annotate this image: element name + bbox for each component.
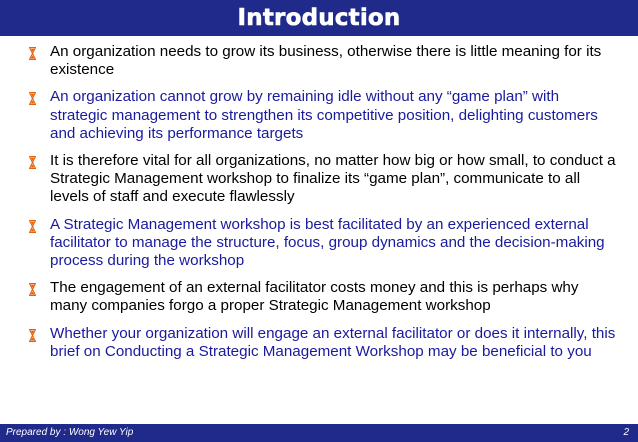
hourglass-bullet-icon: [29, 220, 36, 233]
bullet-text: It is therefore vital for all organizations, no matter how big or how small, to conduct a Strategic Management workshop to finalize its “game plan”, communicate to all levels of staff and execute flawlessly: [50, 152, 616, 206]
bullet-text: Whether your organization will engage an external facilitator or does it internally, this brief on Conducting a Strategic Management Workshop may be beneficial to you: [50, 324, 616, 360]
bullet-item: [27, 88, 617, 143]
bullet-item: [27, 216, 617, 271]
bullet-item: [27, 43, 617, 79]
hourglass-bullet-icon: [29, 156, 36, 169]
hourglass-bullet-icon: [29, 92, 36, 105]
footer-author: Prepared by : Wong Yew Yip: [6, 427, 134, 438]
bullet-text: A Strategic Management workshop is best facilitated by an experienced external facilitator to manage the structure, focus, group dynamics and the decision-making process during the workshop: [50, 215, 605, 270]
bullet-list: [27, 43, 617, 370]
bullet-text: The engagement of an external facilitator costs money and this is perhaps why many companies forgo a proper Strategic Management workshop: [50, 279, 579, 315]
hourglass-bullet-icon: [29, 283, 36, 296]
bullet-item: [27, 152, 617, 207]
bullet-text: An organization cannot grow by remaining idle without any “game plan” with strategic management to strengthen its competitive position, delighting customers and achieving its performance targets: [50, 88, 598, 142]
title-banner: [0, 0, 638, 36]
hourglass-bullet-icon: [29, 329, 36, 342]
bullet-item: [27, 279, 617, 315]
hourglass-bullet-icon: [29, 47, 36, 60]
footer-bar: [0, 424, 638, 442]
bullet-text: An organization needs to grow its business, otherwise there is little meaning for its existence: [50, 43, 602, 79]
slide-title: Introduction: [237, 5, 401, 31]
page-number: 2: [623, 427, 629, 438]
bullet-item: [27, 325, 617, 361]
